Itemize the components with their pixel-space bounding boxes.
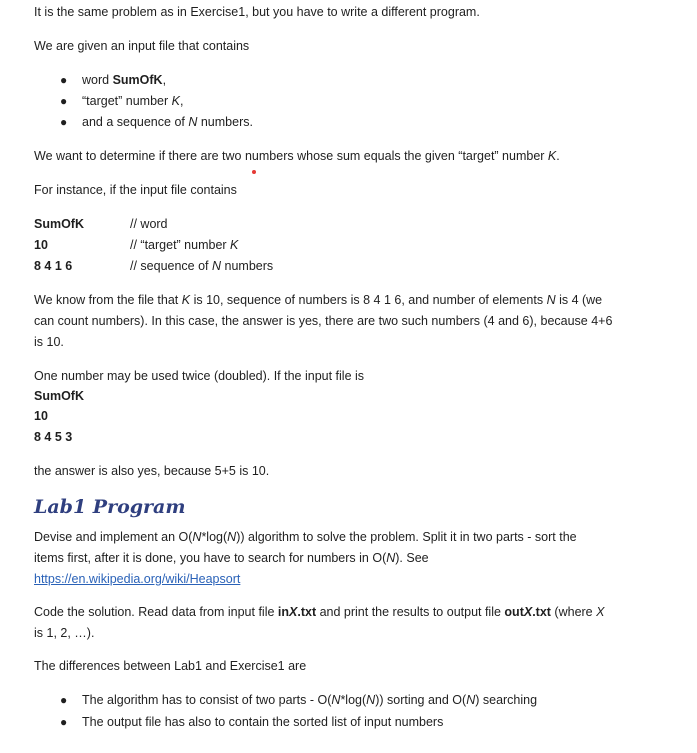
list-item: and a sequence of N numbers. — [82, 115, 253, 129]
example1-word: SumOfK — [34, 217, 84, 231]
explanation-line-3: is 10. — [34, 335, 64, 349]
goal-text: We want to determine if there are two numbers whose sum equals the given “target” number K. — [34, 149, 560, 163]
example2-word: SumOfK — [34, 389, 84, 403]
answer2-text: the answer is also yes, because 5+5 is 10. — [34, 464, 270, 478]
bullet-icon: ● — [60, 715, 68, 729]
example1-comment: // sequence of N numbers — [130, 259, 274, 273]
bullet-icon: ● — [60, 73, 68, 87]
example1-sequence: 8 4 1 6 — [34, 259, 73, 273]
intro-line-1: It is the same problem as in Exercise1, but you have to write a different program. — [34, 5, 480, 19]
explanation-line-2: can count numbers). In this case, the answer is yes, there are two such numbers (4 and 6), because 4+6 — [34, 314, 613, 328]
explanation-line-1: We know from the file that K is 10, sequence of numbers is 8 4 1 6, and number of elements N is 4 (we — [34, 293, 603, 307]
list-item: The algorithm has to consist of two parts - O(N*log(N)) sorting and O(N) searching — [82, 693, 538, 707]
bullet-icon: ● — [60, 94, 68, 108]
example1-target: 10 — [34, 238, 48, 252]
lab-p2-line-2: is 1, 2, …). — [34, 626, 95, 640]
list-item: The output file has also to contain the sorted list of input numbers — [82, 715, 444, 729]
example1-comment: // “target” number K — [130, 238, 239, 252]
bullet-icon: ● — [60, 115, 68, 129]
lab-p2-line-1: Code the solution. Read data from input file inX.txt and print the results to output file outX.txt (where X — [34, 605, 605, 619]
section-heading: Lab1 Program — [34, 496, 186, 518]
example2-target: 10 — [34, 409, 48, 423]
twice-text: One number may be used twice (doubled). If the input file is — [34, 369, 365, 383]
cursor-dot-icon — [252, 170, 256, 174]
example1-comment: // word — [130, 217, 168, 231]
list-item: “target” number K, — [82, 94, 184, 108]
diff-intro: The differences between Lab1 and Exercise1 are — [34, 659, 307, 673]
example2-sequence: 8 4 5 3 — [34, 430, 73, 444]
lab-p1-line-2: items first, after it is done, you have to search for numbers in O(N). See — [34, 551, 429, 565]
bullet-icon: ● — [60, 693, 68, 707]
heapsort-link[interactable]: https://en.wikipedia.org/wiki/Heapsort — [34, 572, 241, 586]
instance-text: For instance, if the input file contains — [34, 183, 237, 197]
lab-p1-line-3 — [34, 569, 664, 590]
intro-line-2: We are given an input file that contains — [34, 39, 250, 53]
list-item: word SumOfK, — [82, 73, 167, 87]
lab-p1-line-1: Devise and implement an O(N*log(N)) algorithm to solve the problem. Split it in two parts - sort the — [34, 530, 577, 544]
